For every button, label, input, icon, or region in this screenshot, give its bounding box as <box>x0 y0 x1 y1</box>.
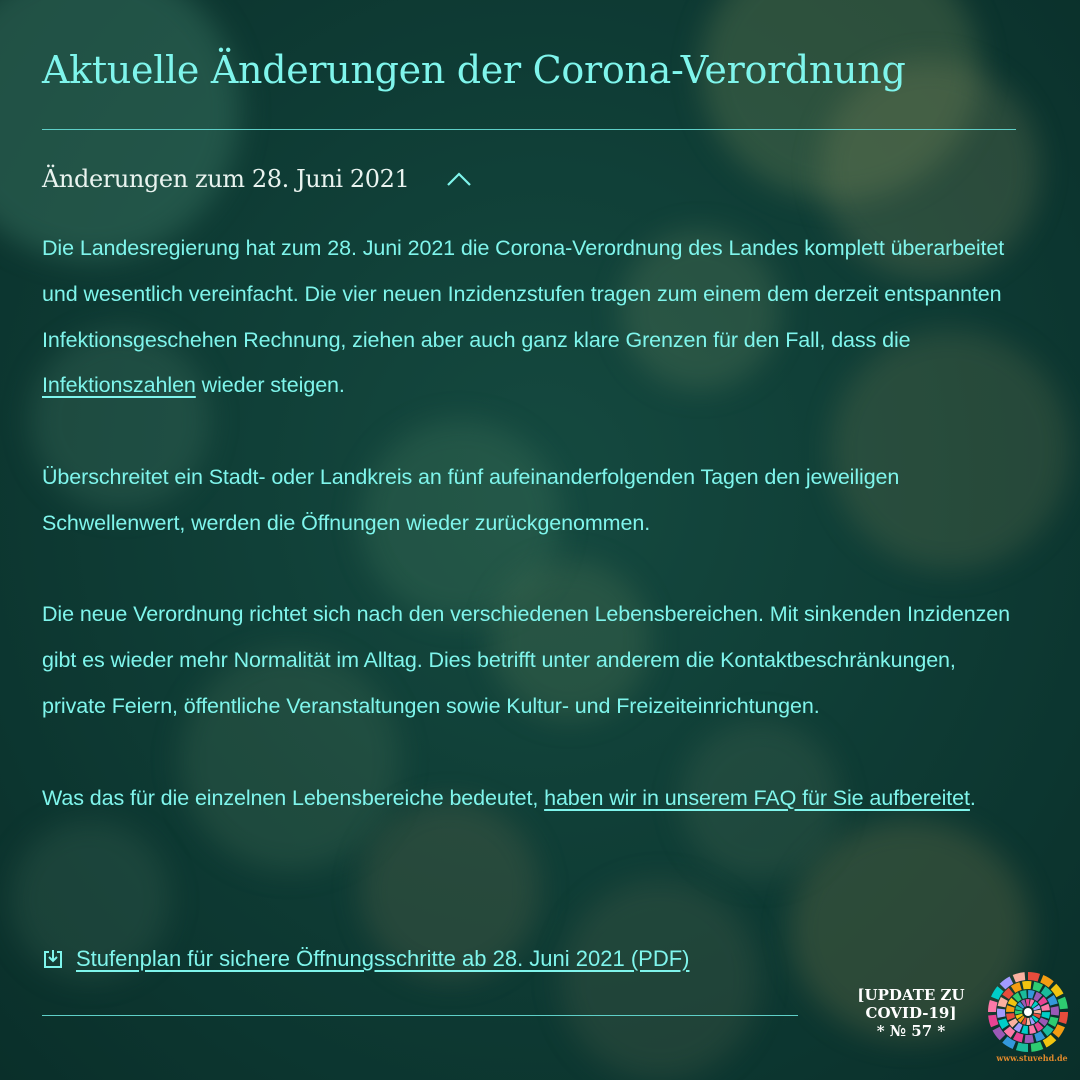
logo-segment <box>1013 1032 1023 1042</box>
logo-segment <box>998 997 1008 1007</box>
accordion-heading: Änderungen zum 28. Juni 2021 <box>42 165 410 193</box>
logo-segment <box>1006 1005 1015 1012</box>
logo-segment <box>1015 1010 1022 1014</box>
logo-segment <box>1026 1018 1030 1025</box>
logo-segment <box>1041 986 1052 997</box>
pdf-download-link[interactable]: Stufenplan für sichere Öffnungsschritte ab 28. Juni 2021 (PDF) <box>76 946 690 971</box>
logo-segment <box>1048 1017 1058 1027</box>
logo-segment <box>997 1008 1005 1017</box>
logo-segment <box>1051 984 1064 998</box>
paragraph-2: Überschreitet ein Stadt- oder Landkreis an fünf aufeinanderfolgenden Tagen den jeweiligen Schwellenwert, werden die Öffnungen wieder zurückgenommen. <box>42 464 900 535</box>
logo-segment <box>1002 988 1013 999</box>
rosette-logo <box>986 970 1070 1054</box>
paragraph-1 <box>42 226 1022 409</box>
logo-url: www.stuvehd.de <box>996 1053 1068 1063</box>
logo-segment <box>1004 1026 1015 1037</box>
logo-segment <box>1028 990 1035 999</box>
logo-segment <box>988 1000 997 1012</box>
update-badge <box>846 986 976 1040</box>
logo-segment <box>988 1015 998 1028</box>
logo-segment <box>1029 1025 1036 1034</box>
accordion-header[interactable] <box>42 162 473 196</box>
paragraph-4-tail: . <box>969 785 976 810</box>
page-title: Aktuelle Änderungen der Corona-Verordnung <box>42 48 906 92</box>
logo-segment <box>1028 972 1040 981</box>
paragraph-1-tail: wieder steigen. <box>195 373 345 398</box>
logo-segment <box>1020 990 1027 999</box>
logo-segment <box>1051 1006 1059 1015</box>
bottom-divider <box>42 1015 798 1016</box>
badge-line-2: COVID-19] <box>865 1004 957 1022</box>
logo-segment <box>1042 1025 1053 1036</box>
pdf-download[interactable] <box>42 946 690 972</box>
logo-center <box>1024 1008 1032 1016</box>
logo-segment <box>1026 999 1030 1006</box>
logo-segment <box>1013 972 1026 982</box>
logo-segment <box>1006 1013 1015 1020</box>
logo-segment <box>1058 997 1068 1010</box>
faq-link[interactable]: haben wir in unserem FAQ für Sie aufbereitet <box>544 785 970 810</box>
logo-segment <box>1059 1012 1068 1024</box>
logo-segment <box>1033 982 1043 992</box>
infektionszahlen-link[interactable]: Infektionszahlen <box>42 373 196 398</box>
logo-segment <box>1016 1043 1028 1052</box>
logo-segment <box>1041 1012 1050 1019</box>
badge-line-3: * № 57 * <box>876 1022 946 1040</box>
logo-segment <box>1043 1035 1057 1048</box>
logo-segment <box>1031 1042 1044 1052</box>
download-icon <box>42 948 64 970</box>
badge-line-1: [UPDATE ZU <box>857 986 965 1004</box>
chevron-up-icon[interactable] <box>445 169 473 189</box>
logo-segment <box>993 1027 1006 1041</box>
logo-segment <box>1024 1035 1033 1043</box>
logo-segment <box>1000 977 1014 990</box>
logo-segment <box>1041 1004 1050 1011</box>
article-body <box>42 226 1022 867</box>
paragraph-3: Die neue Verordnung richtet sich nach den verschiedenen Lebensbereichen. Mit sinkenden Inzidenzen gibt es wieder mehr Normalität im Alltag. Dies betrifft unter anderem die Kontaktbeschränkungen, private Feiern, öffentliche Veranstaltungen sowie Kultur- und Freizeiteinrichtungen. <box>42 602 1011 718</box>
paragraph-4 <box>42 776 1022 822</box>
title-divider <box>42 129 1016 130</box>
logo-segment <box>1021 1025 1028 1034</box>
logo-segment <box>1034 1010 1041 1014</box>
paragraph-1-text: Die Landesregierung hat zum 28. Juni 2021 die Corona-Verordnung des Landes komplett überarbeitet und wesentlich vereinfacht. Die vier neuen Inzidenzstufen tragen zum einem dem derzeit entspannten Infektionsgeschehen Rechnung, ziehen aber auch ganz klare Grenzen für den Fall, dass die <box>42 236 1005 352</box>
logo-segment <box>1022 981 1031 989</box>
paragraph-4-text: Was das für die einzelnen Lebensbereiche bedeutet, <box>42 785 545 810</box>
